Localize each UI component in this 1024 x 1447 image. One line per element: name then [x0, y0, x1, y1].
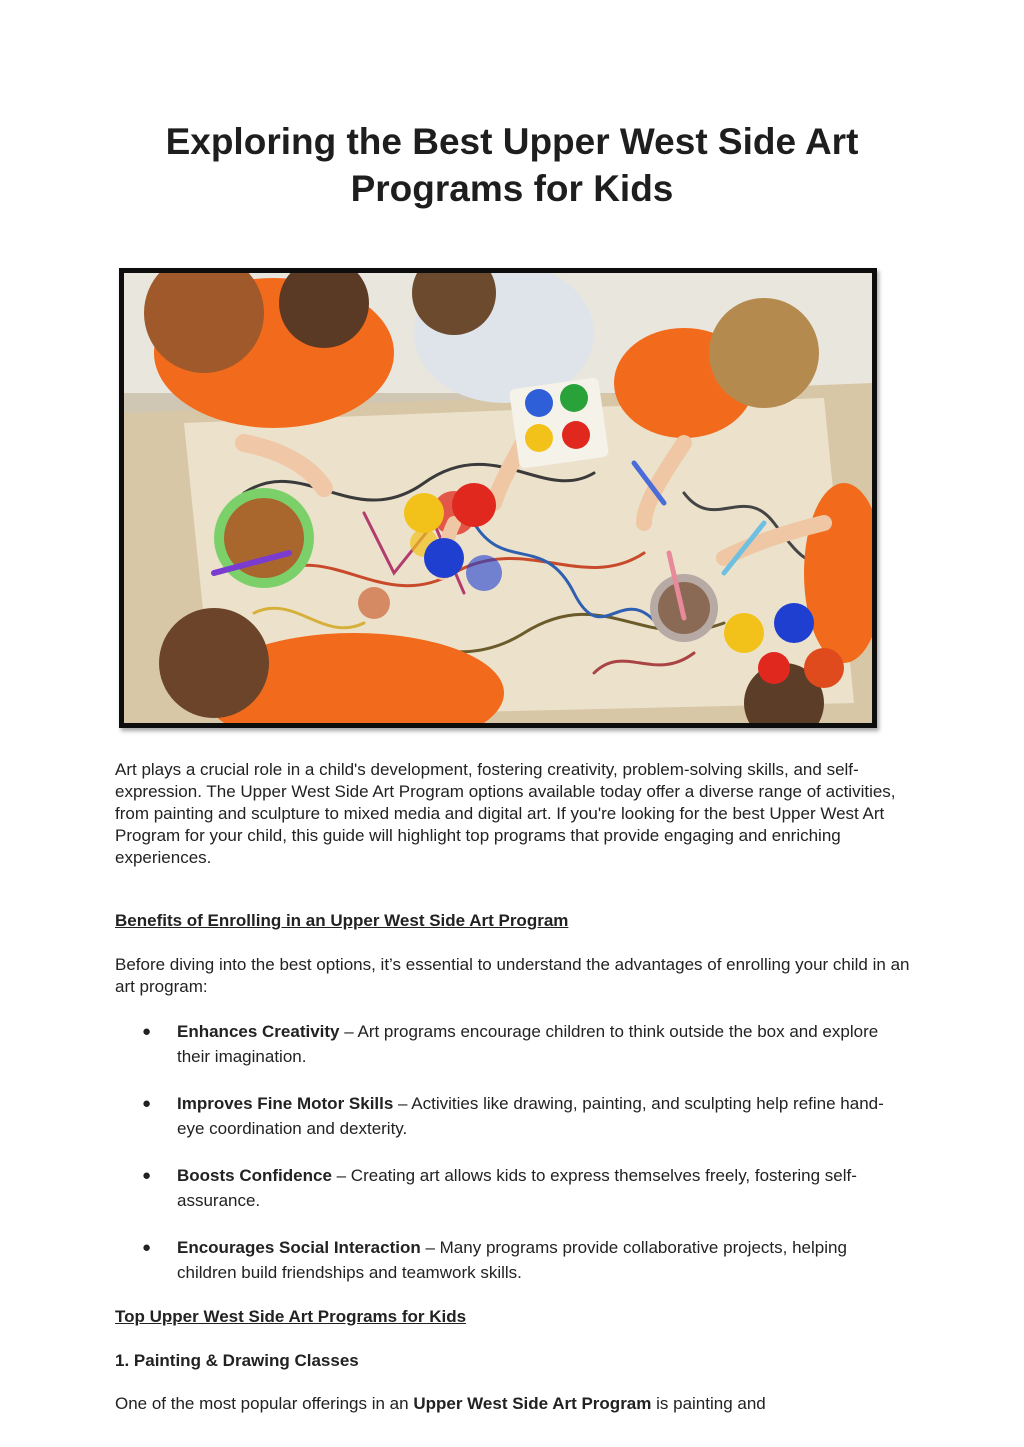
bullet-text: – Art programs encourage children to think outside the box and explore their imagination.: [177, 1022, 879, 1066]
bullet-icon: ●: [142, 1167, 152, 1184]
photo-illustration: [124, 273, 872, 723]
title-line-2: Programs for Kids: [350, 168, 674, 209]
benefits-intro-paragraph: Before diving into the best options, it’s essential to understand the advantages of enrolling your child in an art program:: [115, 955, 910, 996]
kids-painting-photo: [119, 268, 877, 728]
benefits-list: [115, 1019, 905, 1307]
page-title: [112, 118, 912, 212]
programs-heading: Top Upper West Side Art Programs for Kids: [115, 1307, 467, 1326]
section-1-text-start: One of the most popular offerings in an: [115, 1394, 414, 1413]
bullet-text: – Activities like drawing, painting, and sculpting help refine hand-eye coordination and dexterity.: [177, 1094, 884, 1138]
title-line-1: Exploring the Best Upper West Side Art: [165, 121, 859, 162]
bullet-text: – Creating art allows kids to express themselves freely, fostering self-assurance.: [177, 1166, 857, 1210]
section-1-text-bold: Upper West Side Art Program: [413, 1394, 652, 1413]
bullet-term: Encourages Social Interaction: [177, 1238, 421, 1257]
section-1-heading: 1. Painting & Drawing Classes: [115, 1351, 359, 1370]
bullet-term: Boosts Confidence: [177, 1166, 332, 1185]
bullet-icon: ●: [142, 1023, 152, 1040]
bullet-icon: ●: [142, 1239, 152, 1256]
list-item: [115, 1091, 905, 1141]
bullet-term: Improves Fine Motor Skills: [177, 1094, 394, 1113]
bullet-icon: ●: [142, 1095, 152, 1112]
list-item: [115, 1019, 905, 1069]
bullet-term: Enhances Creativity: [177, 1022, 340, 1041]
benefits-heading: Benefits of Enrolling in an Upper West Side Art Program: [115, 911, 569, 930]
section-1-text-end: is painting and: [651, 1394, 766, 1413]
section-1-paragraph: [115, 1393, 915, 1415]
list-item: [115, 1235, 905, 1285]
list-item: [115, 1163, 905, 1213]
bullet-text: – Many programs provide collaborative projects, helping children build friendships and teamwork skills.: [177, 1238, 847, 1282]
intro-paragraph: Art plays a crucial role in a child's development, fostering creativity, problem-solving skills, and self-expression. The Upper West Side Art Program options available today offer a diverse range of activities, from painting and sculpture to mixed media and digital art. If you're looking for the best Upper West Art Program for your child, this guide will highlight top programs that provide engaging and enriching experiences.: [115, 760, 896, 867]
